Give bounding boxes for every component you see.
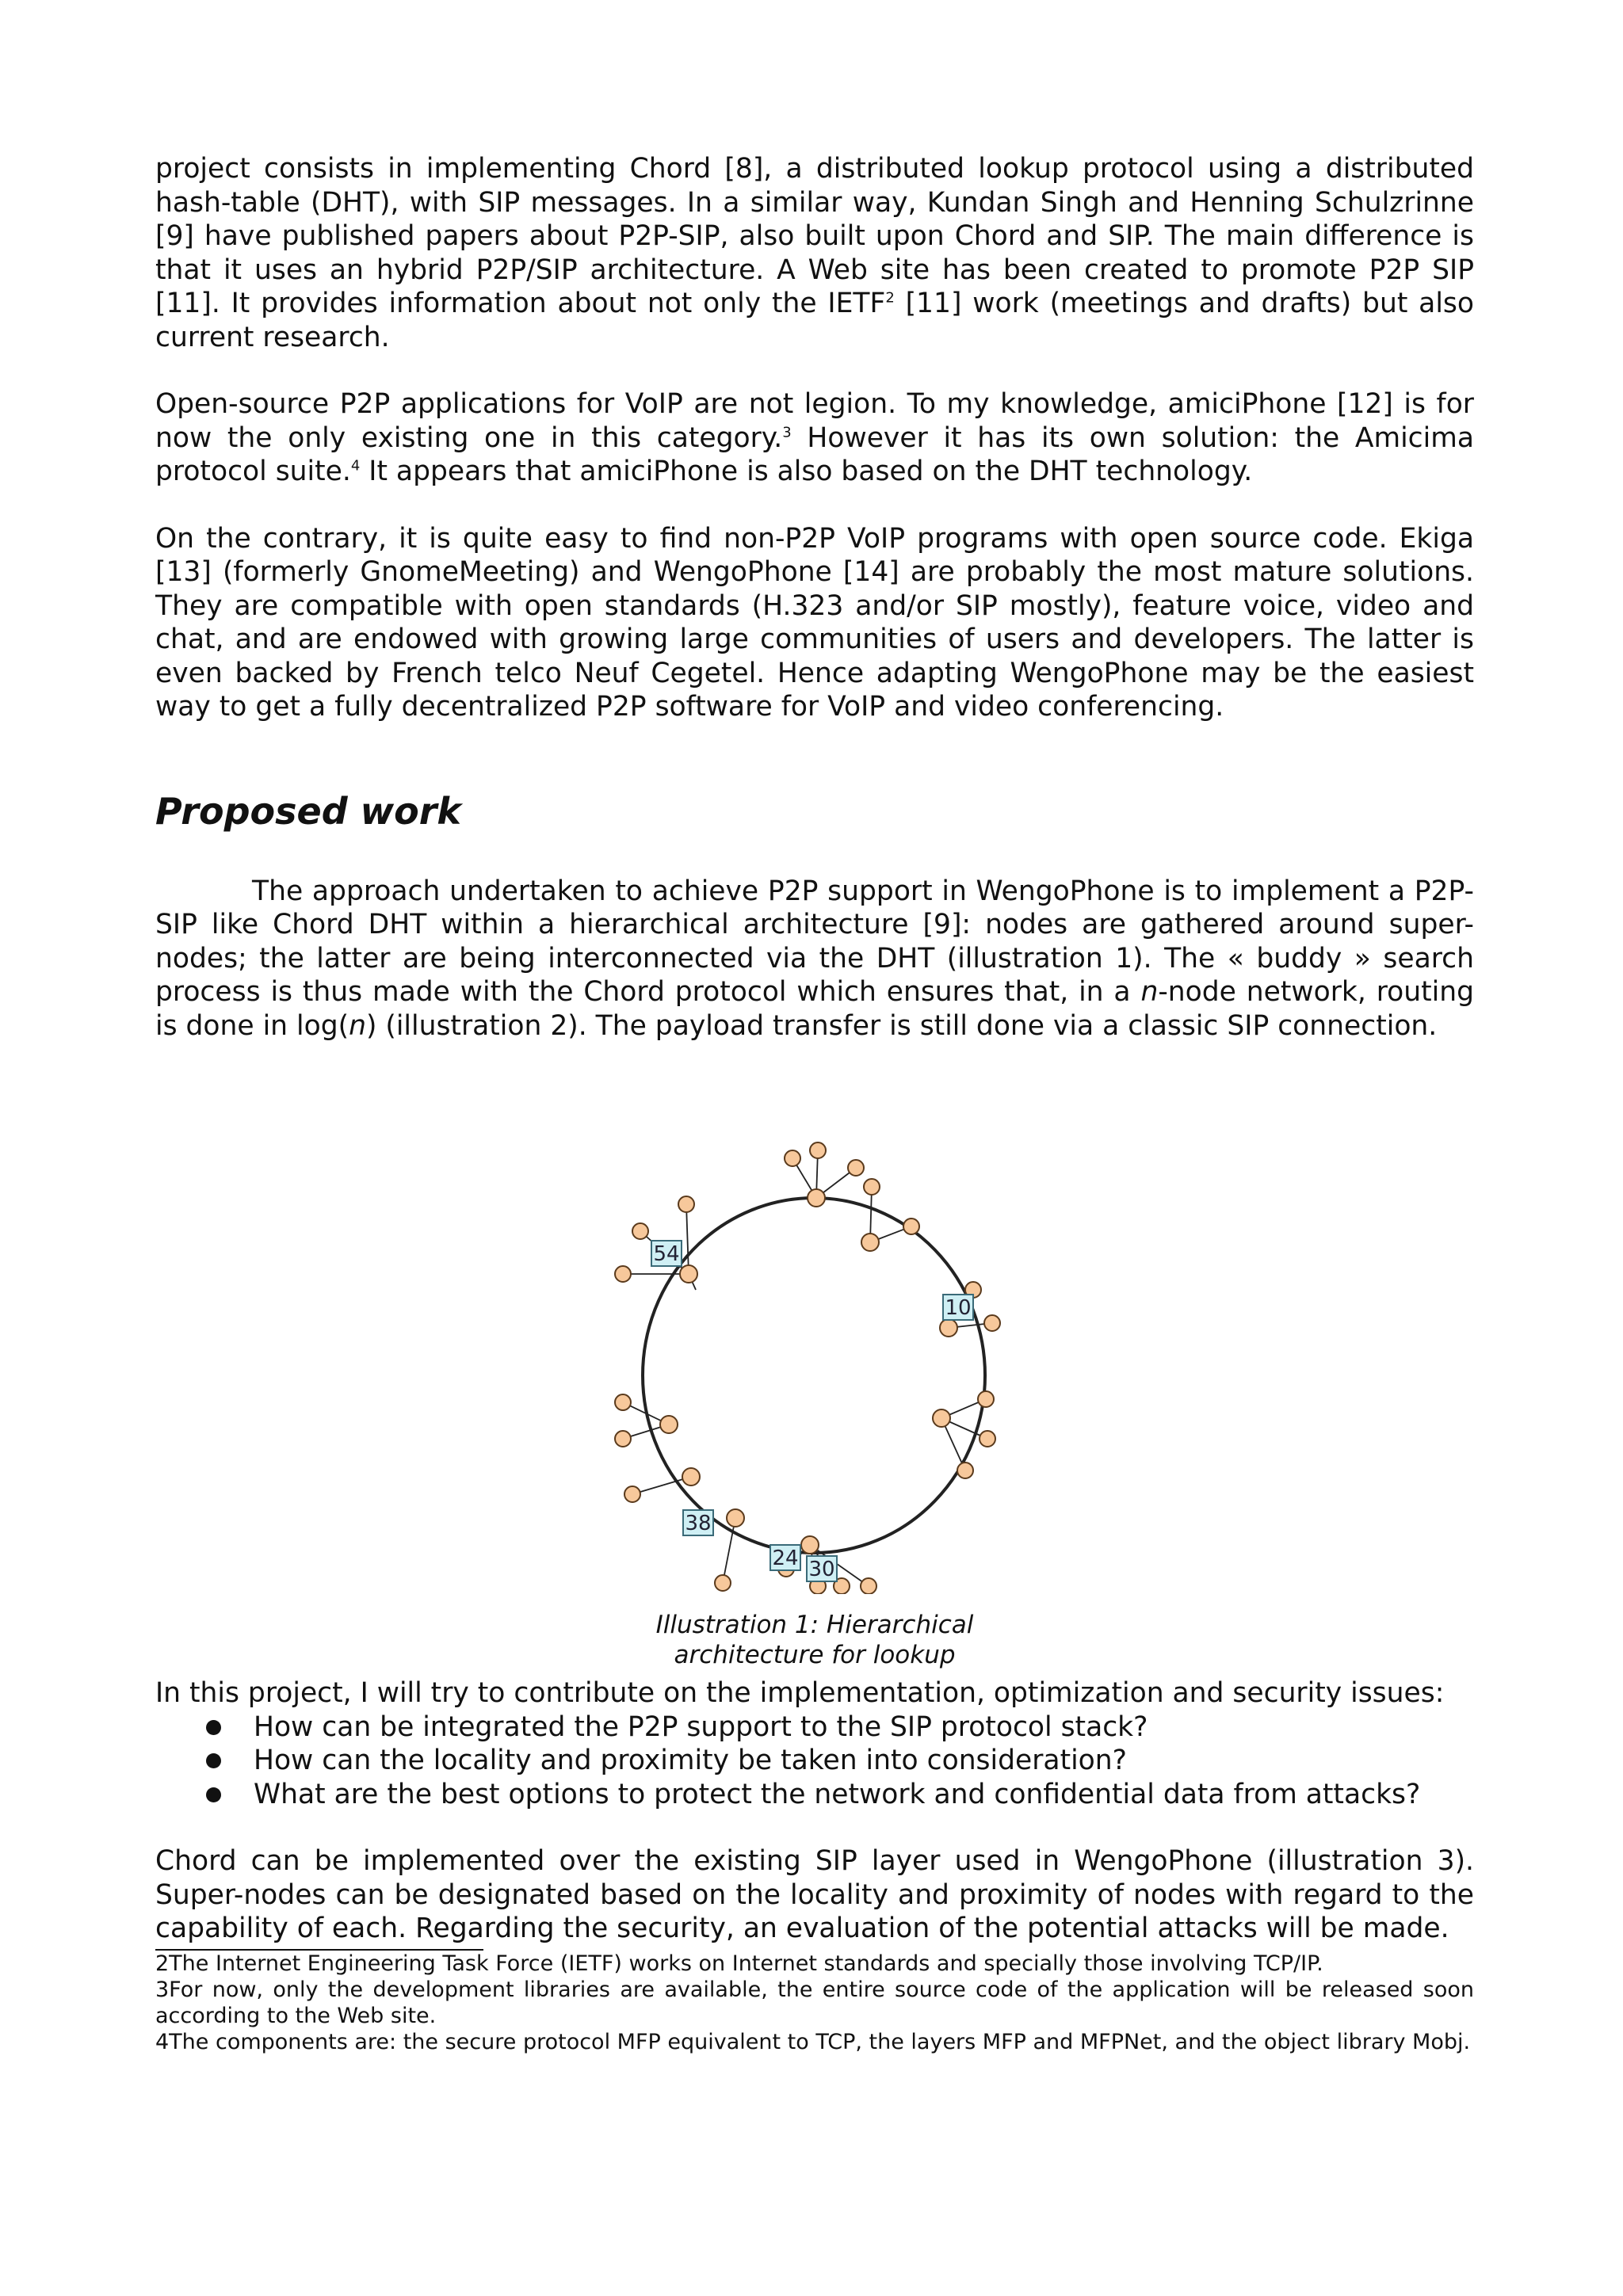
- node-links: [623, 1150, 992, 1586]
- node-id-label-54: [651, 1241, 682, 1266]
- svg-text:24: 24: [772, 1547, 799, 1570]
- illustration-1: [155, 1087, 1474, 1669]
- paragraph-approach: The approach undertaken to achieve P2P support in WengoPhone is to implement a P2P-SIP like Chord DHT within a hierarchical architecture [9]: nodes are gathered around super-nodes; the latter are being interconnected via the DHT (illustration 1). The « buddy » search process is thus made with the Chord protocol which ensures that, in a n-node network, routing is done in log(n) (illustration 2). The payload transfer is still done via a classic SIP connection.: [155, 875, 1474, 1042]
- footnote-ref-4[interactable]: 4: [350, 457, 361, 475]
- footnote-2: 2The Internet Engineering Task Force (IETF) works on Internet standards and specially those involving TCP/IP.: [155, 1951, 1323, 1976]
- list-item: How can the locality and proximity be taken into consideration?: [155, 1744, 1474, 1778]
- footnote-4: 4The components are: the secure protocol MFP equivalent to TCP, the layers MFP and MFPNet, and the object library Mobj.: [155, 2029, 1471, 2054]
- svg-text:30: 30: [808, 1558, 835, 1581]
- node-id-label-38: [683, 1510, 713, 1535]
- node-id-label-30: [807, 1556, 837, 1581]
- chord-ring: [643, 1198, 985, 1553]
- node-id-label-24: [770, 1545, 800, 1570]
- footnote-ref-3[interactable]: 3: [782, 424, 792, 441]
- paragraph-non-p2p: On the contrary, it is quite easy to find non-P2P VoIP programs with open source code. Ekiga [13] (formerly GnomeMeeting) and WengoPhone [14] are probably the most mature solutions. They are compatible with open standards (H.323 and/or SIP mostly), feature voice, video and chat, and are endowed with growing large communities of users and developers. The latter is even backed by French telco Neuf Cegetel. Hence adapting WengoPhone may be the easiest way to get a fully decentralized P2P software for VoIP and video conferencing.: [155, 522, 1474, 723]
- figure-caption: Illustration 1: Hierarchical architecture for lookup: [655, 1611, 974, 1669]
- paragraph-open-source: Open-source P2P applications for VoIP are not legion. To my knowledge, amiciPhone [12] is for now the only existing one in this category.$^3$ However it has its own solution: the Amicima protocol suite.$^4$ It appears that amiciPhone is also based on the DHT technology.: [155, 388, 1474, 487]
- document-page: [155, 152, 1474, 2055]
- paragraph-contribution: In this project, I will try to contribute on the implementation, optimization and security issues:: [155, 1677, 1445, 1709]
- bullet-icon: [206, 1753, 221, 1768]
- node-id-label-10: [943, 1295, 973, 1320]
- super-nodes: [660, 1189, 957, 1554]
- paragraph-chord: project consists in implementing Chord [8], a distributed lookup protocol using a distributed hash-table (DHT), with SIP messages. In a similar way, Kundan Singh and Henning Schulzrinne [9] have published papers about P2P-SIP, also built upon Chord and SIP. The main difference is that it uses an hybrid P2P/SIP architecture. A Web site has been created to promote P2P SIP [11]. It provides information about not only the IETF$^2$ [11] work (meetings and drafts) but also current research.: [155, 153, 1474, 353]
- footnote-3: 3For now, only the development libraries are available, the entire source code of the application will be released soon according to the Web site.: [155, 1977, 1474, 2028]
- section-heading: Proposed work: [155, 789, 462, 833]
- svg-text:10: 10: [945, 1296, 972, 1320]
- hierarchical-ring-diagram: [567, 1087, 1059, 1594]
- bullet-icon: [206, 1787, 221, 1802]
- svg-text:38: 38: [685, 1512, 712, 1535]
- list-item: How can be integrated the P2P support to the SIP protocol stack?: [155, 1711, 1474, 1745]
- footnote-ref-2[interactable]: 2: [885, 289, 895, 307]
- svg-text:54: 54: [653, 1242, 680, 1266]
- paragraph-chord-implementation: Chord can be implemented over the existing SIP layer used in WengoPhone (illustration 3). Super-nodes can be designated based on the locality and proximity of nodes with regard to the capability of each. Regarding the security, an evaluation of the potential attacks will be made.: [155, 1845, 1474, 1944]
- issues-list: [155, 1711, 1474, 1812]
- leaf-nodes: [615, 1142, 1000, 1594]
- list-item: What are the best options to protect the network and confidential data from attacks?: [155, 1778, 1474, 1812]
- bullet-icon: [206, 1720, 221, 1735]
